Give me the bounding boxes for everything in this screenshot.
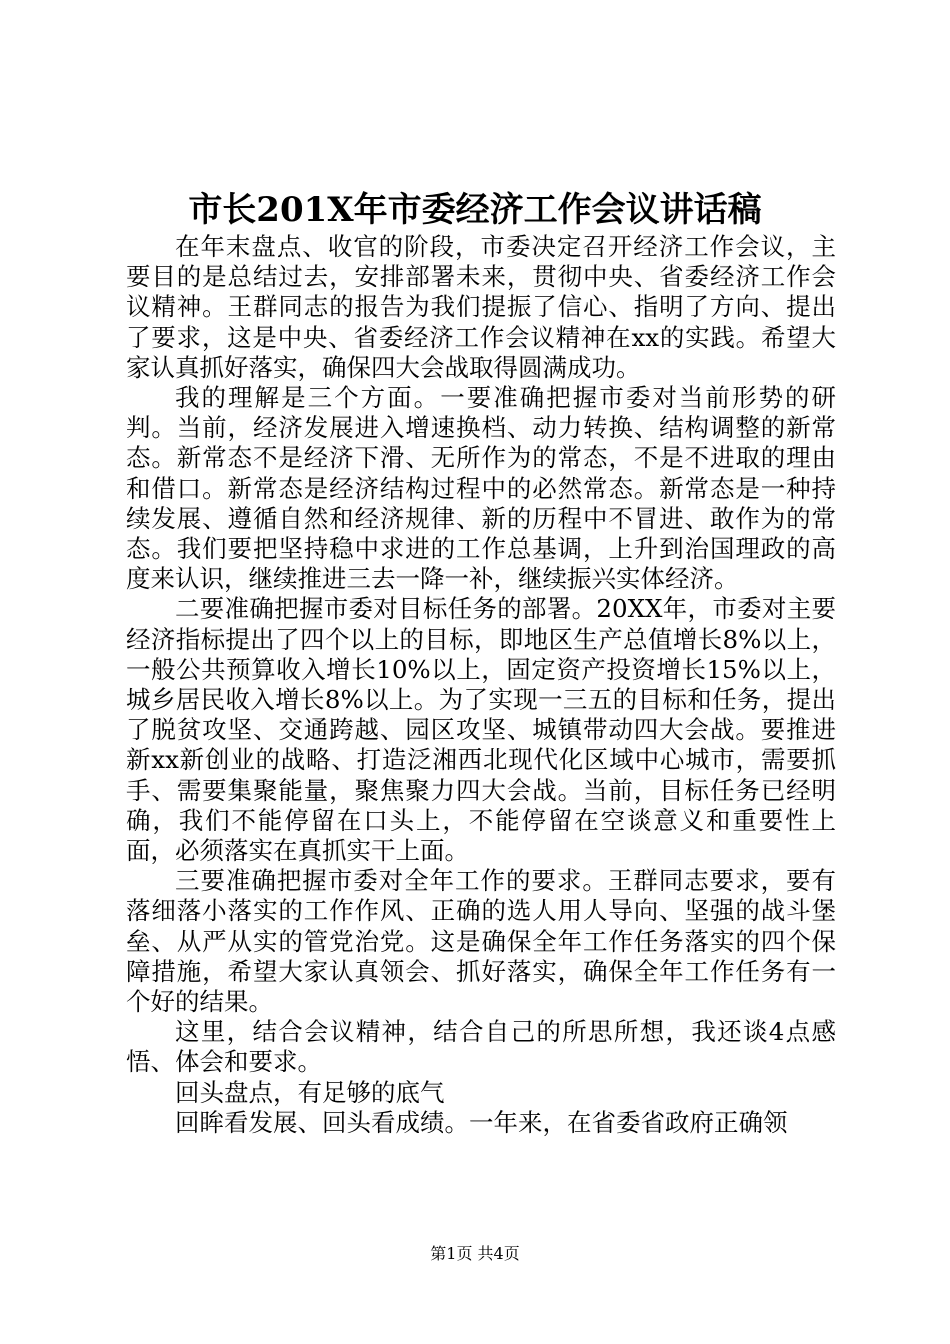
document-body [126,232,836,1138]
paragraph: 三要准确把握市委对全年工作的要求。王群同志要求，要有落细落小落实的工作作风、正确的选人用人导向、坚强的战斗堡垒、从严从实的管党治党。这是确保全年工作任务落实的四个保障措施，希望大家认真领会、抓好落实，确保全年工作任务有一个好的结果。 [126,866,836,1017]
paragraph: 我的理解是三个方面。一要准确把握市委对当前形势的研判。当前，经济发展进入增速换档、动力转换、结构调整的新常态。新常态不是经济下滑、无所作为的常态，不是不进取的理由和借口。新常态是经济结构过程中的必然常态。新常态是一种持续发展、遵循自然和经济规律、新的历程中不冒进、敢作为的常态。我们要把坚持稳中求进的工作总基调，上升到治国理政的高度来认识，继续推进三去一降一补，继续振兴实体经济。 [126,383,836,594]
paragraph: 这里，结合会议精神，结合自己的所思所想，我还谈4点感悟、体会和要求。 [126,1017,836,1077]
paragraph: 二要准确把握市委对目标任务的部署。20XX年，市委对主要经济指标提出了四个以上的目标，即地区生产总值增长8%以上，一般公共预算收入增长10%以上，固定资产投资增长15%以上，城乡居民收入增长8%以上。为了实现一三五的目标和任务，提出了脱贫攻坚、交通跨越、园区攻坚、城镇带动四大会战。要推进新xx新创业的战略、打造泛湘西北现代化区域中心城市，需要抓手、需要集聚能量，聚焦聚力四大会战。当前，目标任务已经明确，我们不能停留在口头上，不能停留在空谈意义和重要性上面，必须落实在真抓实干上面。 [126,594,836,866]
page-number-footer: 第1页 共4页 [430,1244,520,1263]
paragraph: 回眸看发展、回头看成绩。一年来，在省委省政府正确领 [175,1107,788,1137]
document-title: 市长201X年市委经济工作会议讲话稿 [188,190,762,230]
paragraph: 在年末盘点、收官的阶段，市委决定召开经济工作会议，主要目的是总结过去，安排部署未来，贯彻中央、省委经济工作会议精神。王群同志的报告为我们提振了信心、指明了方向、提出了要求，这是中央、省委经济工作会议精神在xx的实践。希望大家认真抓好落实，确保四大会战取得圆满成功。 [126,232,836,382]
section-heading: 回头盘点，有足够的底气 [175,1077,445,1107]
